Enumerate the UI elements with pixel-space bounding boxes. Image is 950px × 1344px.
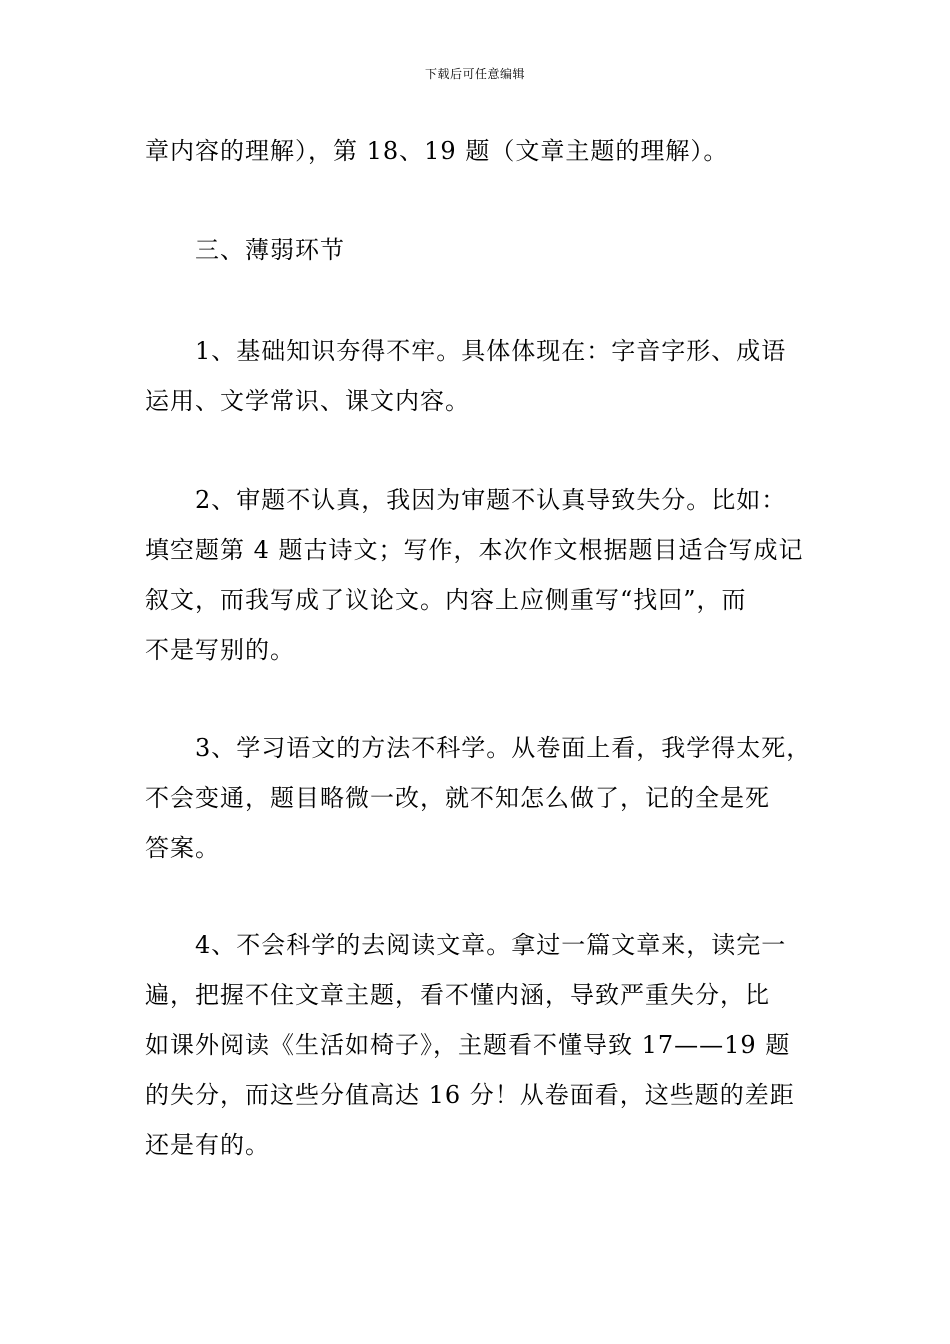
text-line: 3、学习语文的方法不科学。从卷面上看，我学得太死， xyxy=(195,734,812,762)
text-line: 不是写别的。 xyxy=(145,636,295,664)
text-line: 如课外阅读《生活如椅子》，主题看不懂导致 17——19 题 xyxy=(145,1031,791,1059)
paragraph-4 xyxy=(145,920,817,1170)
heading-text: 三、薄弱环节 xyxy=(195,236,345,264)
text-line: 2、审题不认真，我因为审题不认真导致失分。比如： xyxy=(195,486,787,514)
section-heading xyxy=(145,225,817,275)
text-line: 不会变通，题目略微一改，就不知怎么做了，记的全是死 xyxy=(145,784,770,812)
continuation-paragraph xyxy=(145,126,817,176)
text-line: 章内容的理解），第 18、19 题（文章主题的理解）。 xyxy=(145,137,729,165)
text-line: 4、不会科学的去阅读文章。拿过一篇文章来，读完一 xyxy=(195,931,787,959)
text-line: 填空题第 4 题古诗文；写作，本次作文根据题目适合写成记 xyxy=(145,536,804,564)
text-line: 运用、文学常识、课文内容。 xyxy=(145,387,470,415)
text-line: 答案。 xyxy=(145,834,220,862)
text-line: 叙文，而我写成了议论文。内容上应侧重写“找回”，而 xyxy=(145,586,747,614)
text-line: 的失分，而这些分值高达 16 分！从卷面看，这些题的差距 xyxy=(145,1081,795,1109)
page-header: 下载后可任意编辑 xyxy=(424,67,525,81)
paragraph-3 xyxy=(145,723,817,873)
text-line: 还是有的。 xyxy=(145,1131,270,1159)
text-line: 遍，把握不住文章主题，看不懂内涵，导致严重失分，比 xyxy=(145,981,770,1009)
paragraph-2 xyxy=(145,475,817,675)
paragraph-1 xyxy=(145,326,817,426)
text-line: 1、基础知识夯得不牢。具体体现在：字音字形、成语 xyxy=(195,337,787,365)
